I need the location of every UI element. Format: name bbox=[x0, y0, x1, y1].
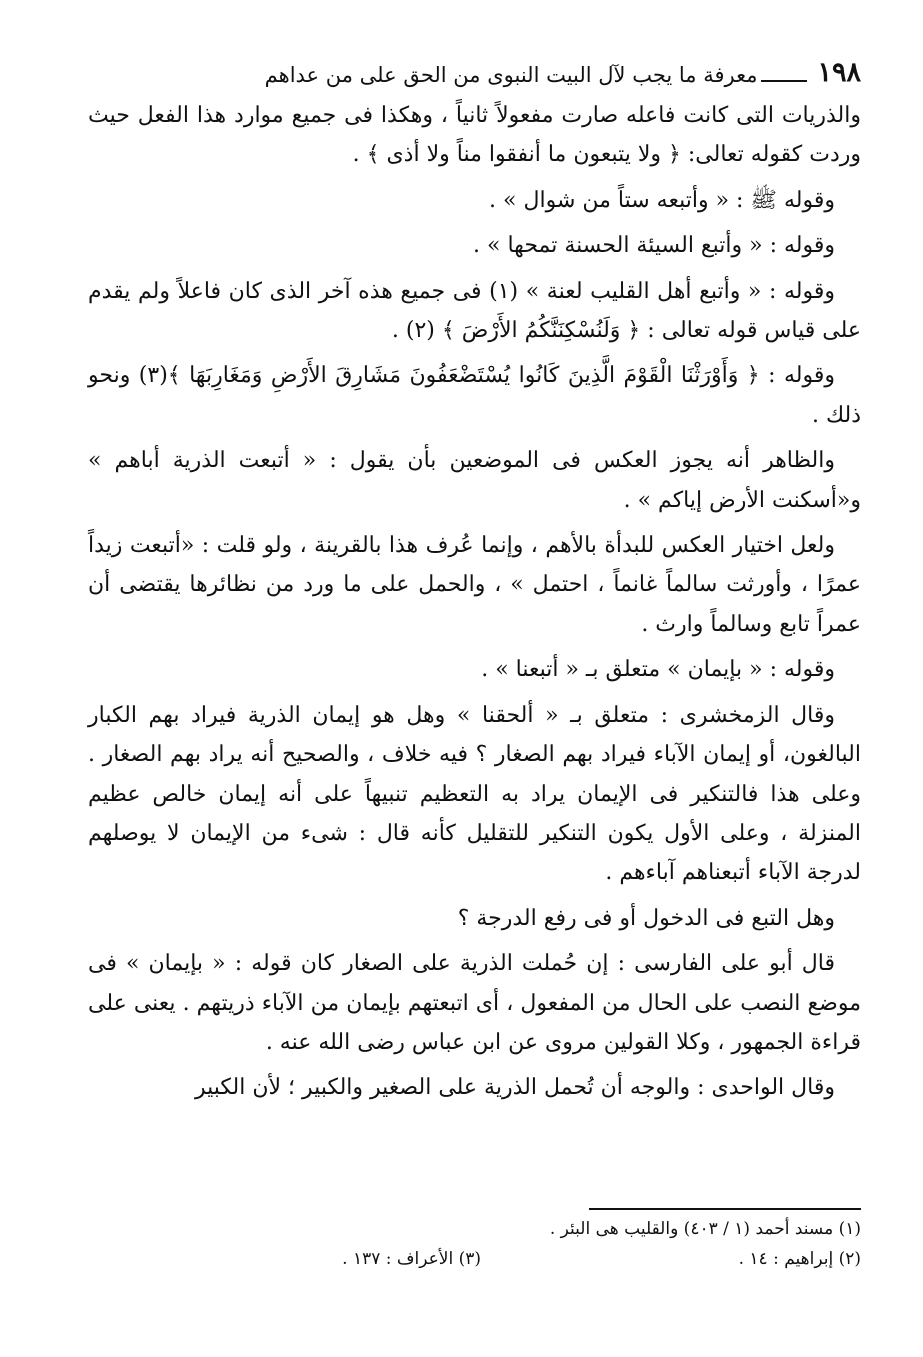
footnote-row bbox=[88, 1214, 861, 1244]
paragraph: ولعل اختيار العكس للبدأة بالأهم ، وإنما عُرف هذا بالقرينة ، ولو قلت : «أتبعت زيداً عمرًا ، وأورثت سالماً غانماً ، احتمل » ، والحمل على ما ورد من نظائرها يقتضى أن عمراً تابع وسالماً وارث . bbox=[88, 533, 861, 637]
footnote-separator bbox=[589, 1208, 861, 1210]
page-number: ١٩٨ bbox=[817, 57, 861, 88]
paragraph: وقوله : « وأتبع السيئة الحسنة تمحها » . bbox=[473, 233, 835, 259]
footnote-2: (٢) إبراهيم : ١٤ . bbox=[738, 1249, 861, 1269]
paragraph: وقوله ﷺ : « وأتبعه ستاً من شوال » . bbox=[489, 187, 835, 213]
footnotes bbox=[88, 1214, 861, 1274]
paragraph: وقوله : « وأتبع أهل القليب لعنة » (١) فى جميع هذه آخر الذى كان فاعلاً ولم يقدم على قياس قوله تعالى : ﴿ وَلَنُسْكِنَنَّكُمُ الأَرْضَ ﴾ (٢) . bbox=[88, 278, 861, 344]
running-title: معرفة ما يجب لآل البيت النبوى من الحق على من عداهم bbox=[264, 63, 758, 87]
paragraph: والظاهر أنه يجوز العكس فى الموضعين بأن يقول : « أتبعت الذرية أباهم » و«أسكنت الأرض إياكم » . bbox=[88, 448, 861, 513]
paragraph: وقال الواحدى : والوجه أن تُحمل الذرية على الصغير والكبير ؛ لأن الكبير bbox=[194, 1075, 835, 1101]
paragraph: قال أبو على الفارسى : إن حُملت الذرية على الصغار كان قوله : « بإيمان » فى موضع النصب على الحال من المفعول ، أى اتبعتهم بإيمان من الآباء ذريتهم . يعنى على قراءة الجمهور ، وكلا القولين مروى عن ابن عباس رضى الله عنه . bbox=[88, 951, 861, 1055]
paragraph: وهل التبع فى الدخول أو فى رفع الدرجة ؟ bbox=[457, 905, 835, 931]
footnote-1: (١) مسند أحمد (١ / ٤٠٣) والقليب هى البئر . bbox=[549, 1219, 861, 1239]
paragraph: والذريات التى كانت فاعله صارت مفعولاً ثانياً ، وهكذا فى جميع موارد هذا الفعل حيث وردت كقوله تعالى: ﴿ ولا يتبعون ما أنفقوا مناً ولا أذى ﴾ . bbox=[88, 103, 861, 168]
paragraph: وقوله : « بإيمان » متعلق بـ « أتبعنا » . bbox=[481, 657, 835, 683]
paragraph: وقوله : ﴿ وَأَوْرَثْنَا الْقَوْمَ الَّذِينَ كَانُوا يُسْتَضْعَفُونَ مَشَارِقَ الأَرْضِ وَمَغَارِبَهَا ﴾(٣) ونحو ذلك . bbox=[88, 363, 861, 428]
footnote-row bbox=[88, 1244, 861, 1274]
header-rule bbox=[761, 80, 807, 82]
page-header bbox=[88, 50, 861, 90]
footnote-3: (٣) الأعراف : ١٣٧ . bbox=[342, 1249, 481, 1269]
main-text bbox=[88, 96, 861, 1114]
paragraph: وقال الزمخشرى : متعلق بـ « ألحقنا » وهل هو إيمان الذرية فيراد بهم الكبار البالغون، أو إيمان الآباء فيراد بهم الصغار ؟ فيه خلاف ، والصحيح أنه يراد بهم الصغار . وعلى هذا فالتنكير فى الإيمان يراد به التعظيم تنبيهاً على أنه إيمان خالص عظيم المنزلة ، وعلى الأول يكون التنكير للتقليل كأنه قال : شىء من الإيمان لا يوصلهم لدرجة الآباء أتبعناهم آباءهم . bbox=[88, 702, 861, 886]
